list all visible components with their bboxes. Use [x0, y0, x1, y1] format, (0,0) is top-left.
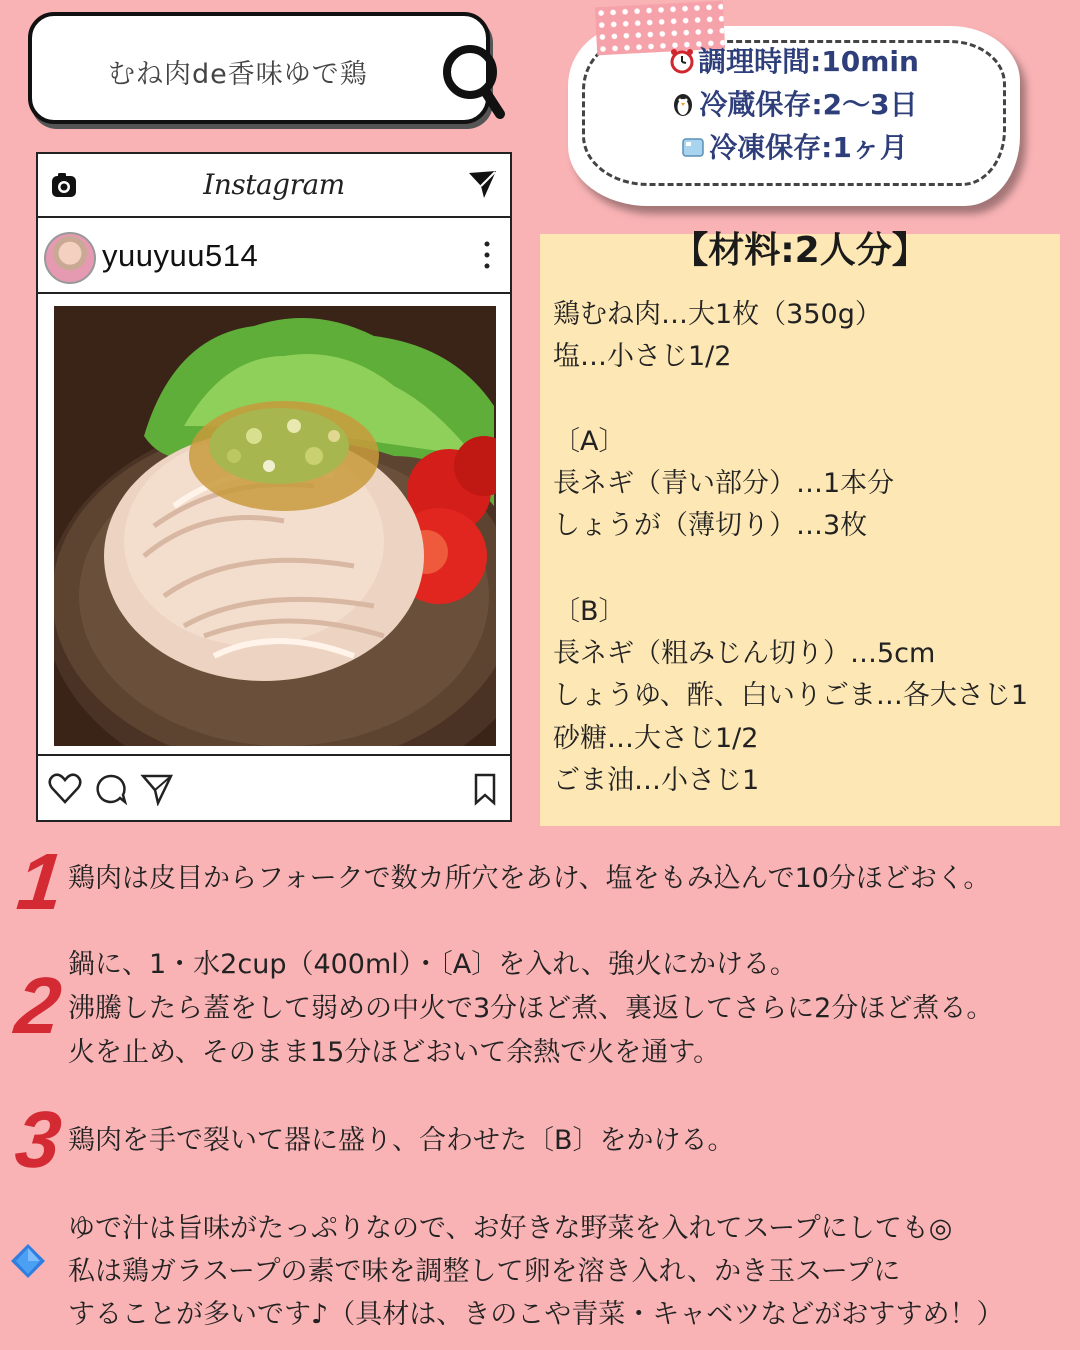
cook-time: [568, 40, 1020, 80]
avatar[interactable]: [44, 232, 96, 284]
penguin-icon: [670, 91, 696, 117]
post-author-bar: [38, 218, 510, 294]
post-actions-bar: [38, 754, 510, 822]
step-3-line: 鶏肉を手で裂いて器に盛り、合わせた〔B〕をかける。: [68, 1125, 735, 1156]
search-query: むね肉de香味ゆで鶏: [108, 59, 368, 90]
ingredient-line: 塩…小さじ1/2: [553, 341, 732, 372]
fridge-storage: [568, 83, 1020, 123]
step-2-line: 火を止め、そのまま15分ほどおいて余熱で火を通す。: [68, 1037, 721, 1068]
ingredient-group-a: 〔A〕: [553, 426, 626, 457]
freezer-text: 冷凍保存:1ヶ月: [709, 131, 908, 164]
instagram-logo: Instagram: [203, 168, 345, 201]
step-2-line: 鍋に、1・水2cup（400ml）・〔A〕を入れ、強火にかける。: [68, 949, 797, 980]
cook-time-text: 調理時間:10min: [698, 45, 919, 78]
ingredient-line: しょうが（薄切り）…3枚: [553, 510, 868, 541]
ingredient-line: 鶏むね肉…大1枚（350g）: [553, 299, 882, 330]
heart-icon[interactable]: [48, 772, 82, 806]
search-icon[interactable]: [440, 40, 506, 122]
step-number-3: 3: [11, 1095, 66, 1184]
tip-line: 私は鶏ガラスープの素で味を調整して卵を溶き入れ、かき玉スープに: [68, 1256, 901, 1287]
search-bar[interactable]: [28, 12, 490, 124]
alarm-clock-icon: [669, 48, 695, 74]
comment-icon[interactable]: [94, 772, 128, 806]
more-options-icon[interactable]: [484, 240, 490, 270]
username[interactable]: yuuyuu514: [102, 238, 259, 273]
freezer-storage: [568, 126, 1020, 166]
ingredient-group-b: 〔B〕: [553, 596, 626, 627]
step-number-1: 1: [13, 837, 68, 926]
bookmark-icon[interactable]: [468, 772, 502, 806]
step-2-line: 沸騰したら蓋をして弱めの中火で3分ほど煮、裏返してさらに2分ほど煮る。: [68, 993, 994, 1024]
ingredient-line: ごま油…小さじ1: [553, 765, 760, 796]
instagram-header: [38, 154, 510, 218]
ingredient-line: 砂糖…大さじ1/2: [553, 723, 759, 754]
ingredients-card: [540, 230, 1060, 826]
direct-message-icon[interactable]: [466, 168, 498, 200]
ingredient-line: しょうゆ、酢、白いりごま…各大さじ1: [553, 680, 1029, 711]
share-icon[interactable]: [140, 772, 174, 806]
tip-line: することが多いです♪（具材は、きのこや青菜・キャベツなどがおすすめ！）: [68, 1299, 1004, 1330]
blue-diamond-icon: [10, 1243, 46, 1279]
step-1-line: 鶏肉は皮目からフォークで数カ所穴をあけ、塩をもみ込んで10分ほどおく。: [68, 863, 991, 894]
ingredient-line: 長ネギ（青い部分）…1本分: [553, 468, 895, 499]
dish-photo: [54, 306, 496, 746]
fridge-text: 冷蔵保存:2〜3日: [699, 88, 918, 121]
instagram-frame: [36, 152, 512, 822]
step-number-2: 2: [11, 961, 66, 1050]
ice-cube-icon: [680, 134, 706, 160]
ingredient-line: 長ネギ（粗みじん切り）…5cm: [553, 638, 936, 669]
ingredients-title: 【材料:2人分】: [672, 230, 928, 271]
tip-line: ゆで汁は旨味がたっぷりなので、お好きな野菜を入れてスープにしても◎: [68, 1213, 953, 1244]
